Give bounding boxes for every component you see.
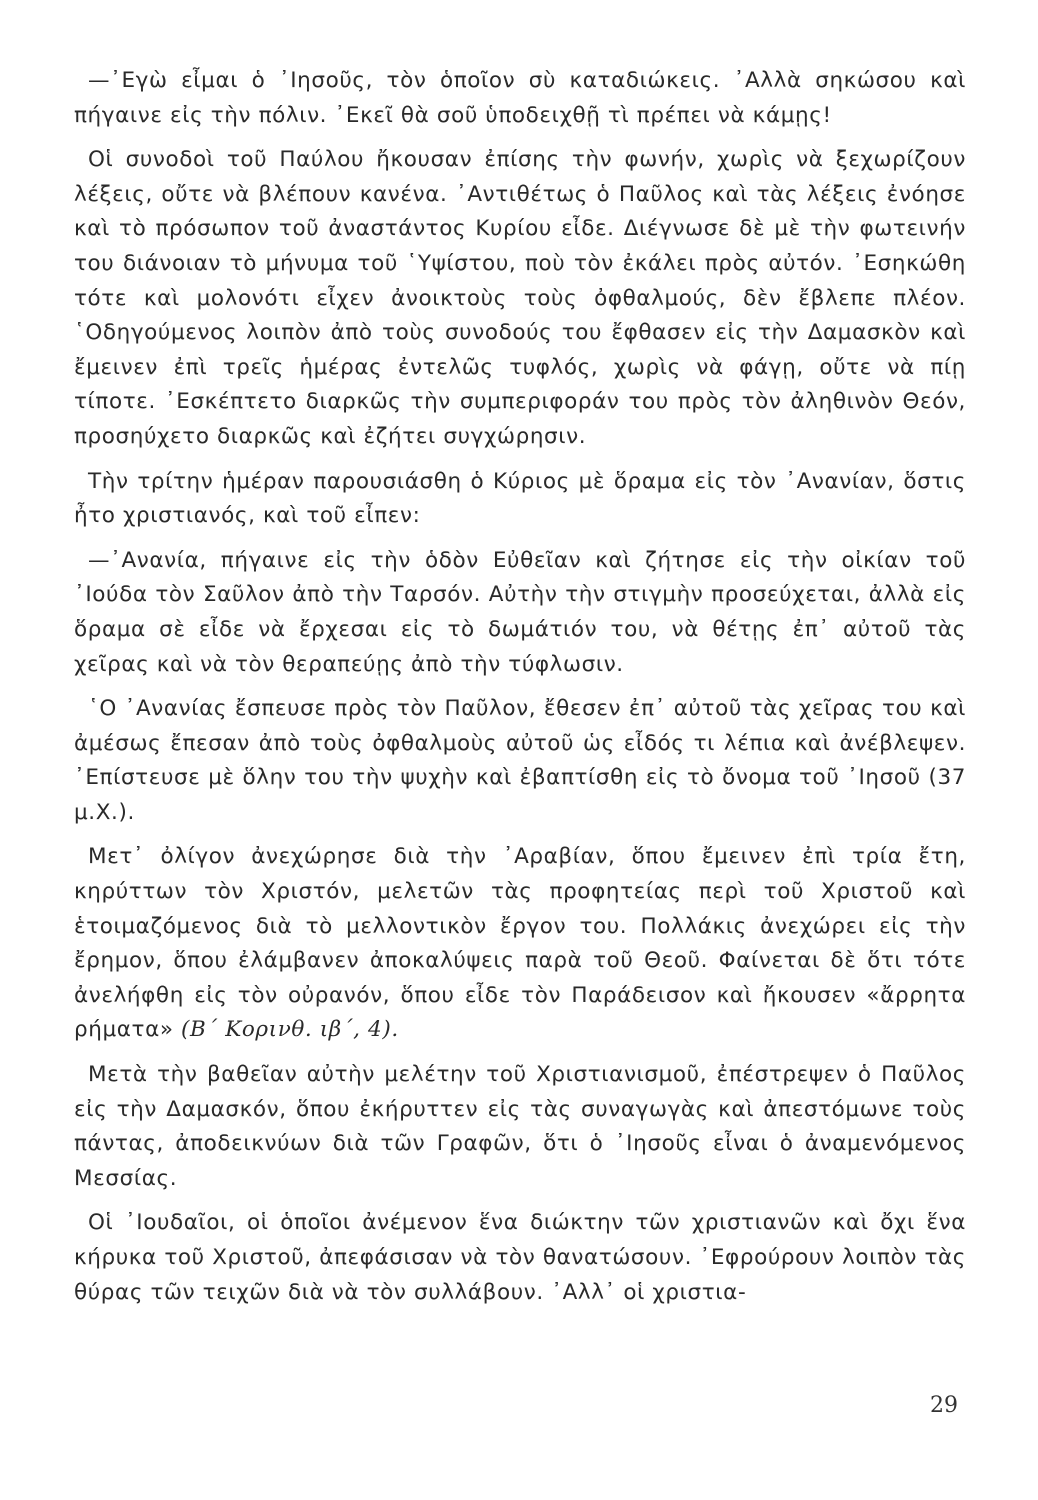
paragraph-1: —᾿Εγὼ εἶμαι ὁ ᾿Ιησοῦς, τὸν ὁποῖον σὺ καταδιώκεις. ᾿Αλλὰ σηκώσου καὶ πήγαινε εἰς τὴν πόλιν. ᾿Εκεῖ θὰ σοῦ ὑποδειχθῇ τὶ πρέπει νὰ κάμῃς!: [74, 68, 966, 128]
page-number: 29: [930, 1393, 958, 1418]
paragraph-5: ῾Ο ᾿Ανανίας ἔσπευσε πρὸς τὸν Παῦλον, ἔθεσεν ἐπ᾿ αὐτοῦ τὰς χεῖρας του καὶ ἀμέσως ἔπεσαν ἀπὸ τοὺς ὀφθαλμοὺς αὐτοῦ ὡς εἶδός τι λέπια καὶ ἀνέβλεψεν. ᾿Επίστευσε μὲ ὅλην του τὴν ψυχὴν καὶ ἐβαπτίσθη εἰς τὸ ὄνομα τοῦ ᾿Ιησοῦ (37 μ.Χ.).: [74, 696, 966, 825]
paragraph-6: [74, 840, 966, 1048]
scripture-citation: (Β΄ Κορινθ. ιβ΄, 4).: [181, 1017, 399, 1043]
paragraph-8: Οἱ ᾿Ιουδαῖοι, οἱ ὁποῖοι ἀνέμενον ἕνα διώκτην τῶν χριστιανῶν καὶ ὄχι ἕνα κήρυκα τοῦ Χριστοῦ, ἀπεφάσισαν νὰ τὸν θανατώσουν. ᾿Εφρούρουν λοιπὸν τὰς θύρας τῶν τειχῶν διὰ νὰ τὸν συλλάβουν. ᾿Αλλ᾿ οἱ χριστια-: [74, 1210, 966, 1305]
paragraph-2: Οἱ συνοδοὶ τοῦ Παύλου ἤκουσαν ἐπίσης τὴν φωνήν, χωρὶς νὰ ξεχωρίζουν λέξεις, οὔτε νὰ βλέπουν κανένα. ᾿Αντιθέτως ὁ Παῦλος καὶ τὰς λέξεις ἐνόησε καὶ τὸ πρόσωπον τοῦ ἀναστάντος Κυρίου εἶδε. Διέγνωσε δὲ μὲ τὴν φωτεινήν του διάνοιαν τὸ μήνυμα τοῦ ῾Υψίστου, ποὺ τὸν ἐκάλει πρὸς αὐτόν. ᾿Εσηκώθη τότε καὶ μολονότι εἶχεν ἀνοικτοὺς τοὺς ὀφθαλμούς, δὲν ἔβλεπε πλέον. ῾Οδηγούμενος λοιπὸν ἀπὸ τοὺς συνοδούς του ἔφθασεν εἰς τὴν Δαμασκὸν καὶ ἔμεινεν ἐπὶ τρεῖς ἡμέρας ἐντελῶς τυφλός, χωρὶς νὰ φάγῃ, οὔτε νὰ πίῃ τίποτε. ᾿Εσκέπτετο διαρκῶς τὴν συμπεριφοράν του πρὸς τὸν ἀληθινὸν Θεόν, προσηύχετο διαρκῶς καὶ ἐζήτει συγχώρησιν.: [74, 147, 966, 449]
paragraph-3: Τὴν τρίτην ἡμέραν παρουσιάσθη ὁ Κύριος μὲ ὅραμα εἰς τὸν ᾿Ανανίαν, ὅστις ἦτο χριστιανός, καὶ τοῦ εἶπεν:: [74, 468, 966, 529]
paragraph-7: Μετὰ τὴν βαθεῖαν αὐτὴν μελέτην τοῦ Χριστιανισμοῦ, ἐπέστρεψεν ὁ Παῦλος εἰς τὴν Δαμασκόν, ὅπου ἐκήρυττεν εἰς τὰς συναγωγὰς καὶ ἀπεστόμωνε τοὺς πάντας, ἀποδεικνύων διὰ τῶν Γραφῶν, ὅτι ὁ ᾿Ιησοῦς εἶναι ὁ ἀναμενόμενος Μεσσίας.: [74, 1062, 966, 1191]
book-page: [74, 64, 966, 1444]
paragraph-6-text: Μετ᾿ ὀλίγον ἀνεχώρησε διὰ τὴν ᾿Αραβίαν, ὅπου ἔμεινεν ἐπὶ τρία ἔτη, κηρύττων τὸν Χριστόν, μελετῶν τὰς προφητείας περὶ τοῦ Χριστοῦ καὶ ἑτοιμαζόμενος διὰ τὸ μελλοντικὸν ἔργον του. Πολλάκις ἀνεχώρει εἰς τὴν ἔρημον, ὅπου ἐλάμβανεν ἀποκαλύψεις παρὰ τοῦ Θεοῦ. Φαίνεται δὲ ὅτι τότε ἀνελήφθη εἰς τὸν οὐρανόν, ὅπου εἶδε τὸν Παράδεισον καὶ ἤκουσεν «ἄρρητα ρήματα»: [74, 844, 966, 1043]
paragraph-4: —᾿Ανανία, πήγαινε εἰς τὴν ὁδὸν Εὐθεῖαν καὶ ζήτησε εἰς τὴν οἰκίαν τοῦ ᾿Ιούδα τὸν Σαῦλον ἀπὸ τὴν Ταρσόν. Αὐτὴν τὴν στιγμὴν προσεύχεται, ἀλλὰ εἰς ὅραμα σὲ εἶδε νὰ ἔρχεσαι εἰς τὸ δωμάτιόν του, νὰ θέτῃς ἐπ᾿ αὐτοῦ τὰς χεῖρας καὶ νὰ τὸν θεραπεύῃς ἀπὸ τὴν τύφλωσιν.: [74, 547, 966, 677]
